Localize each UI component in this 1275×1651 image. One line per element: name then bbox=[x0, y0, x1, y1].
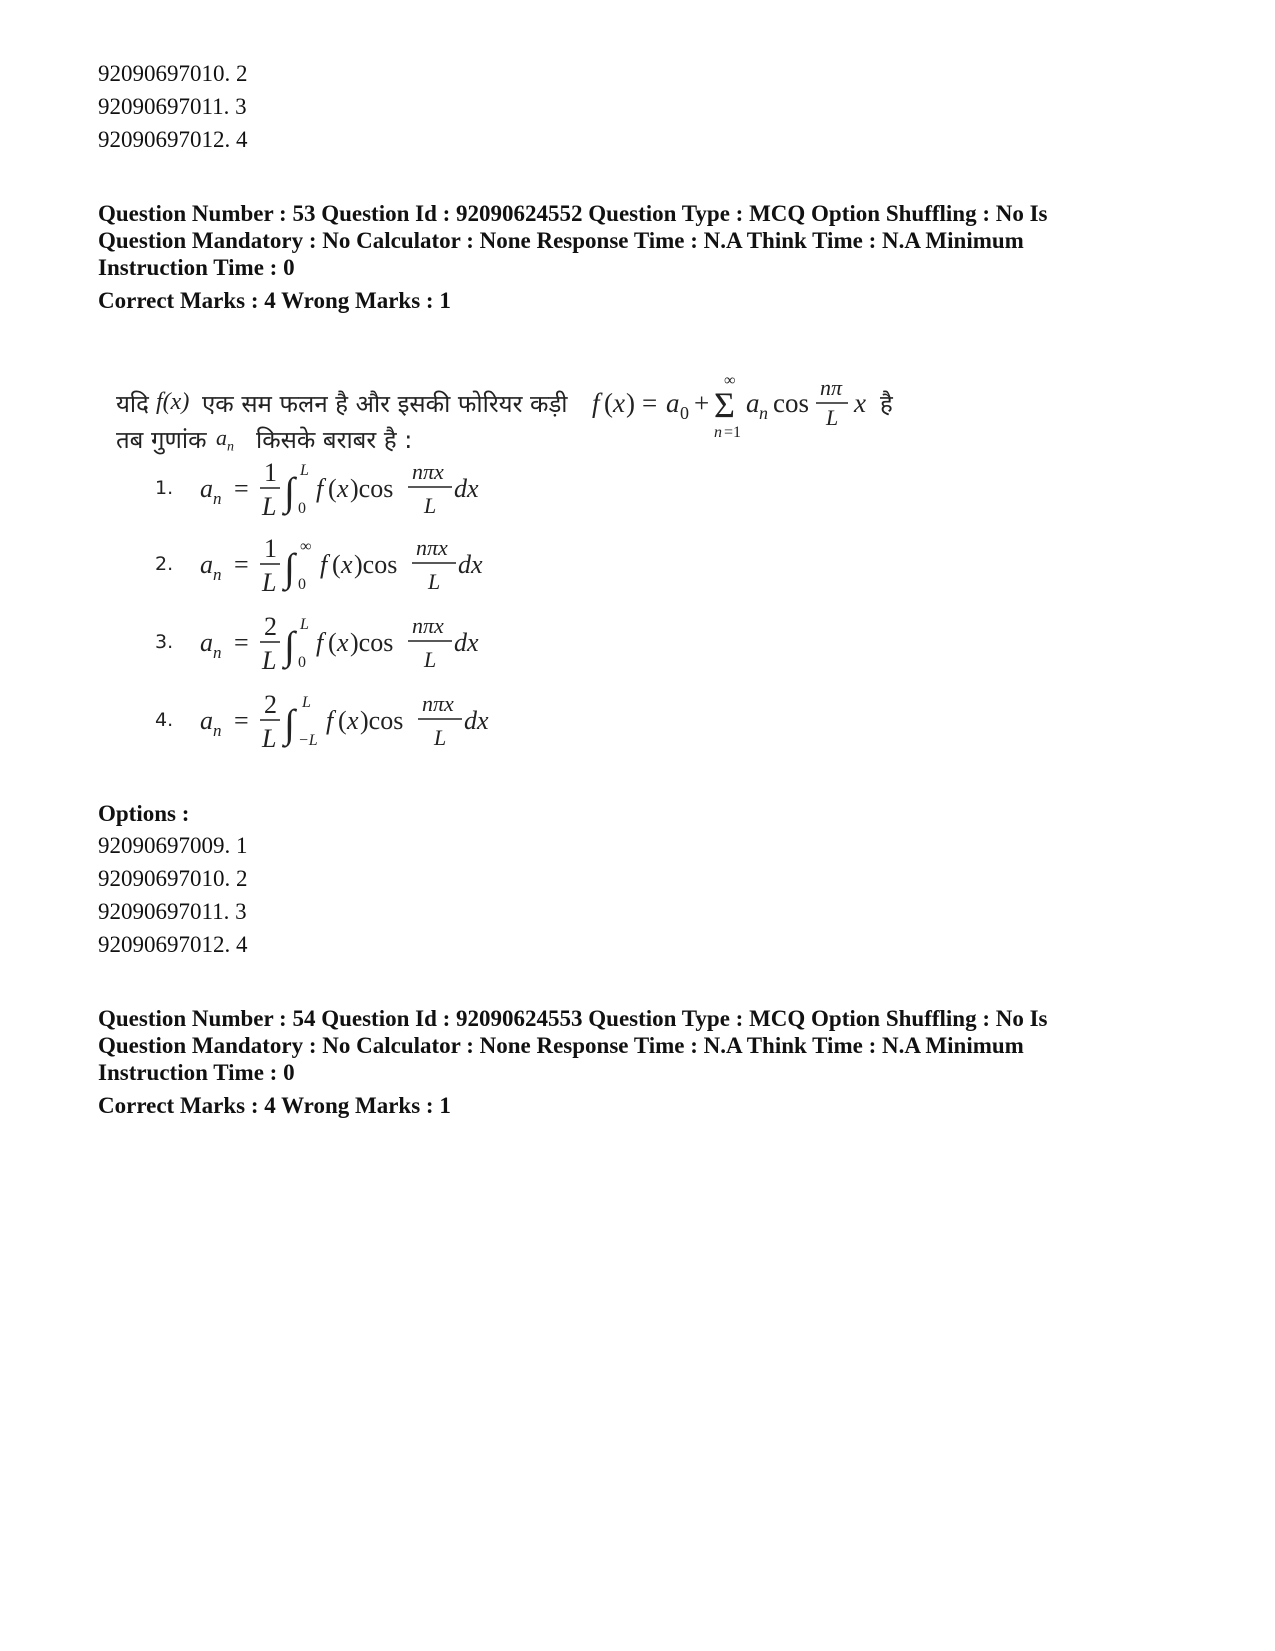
choice-number: 1. bbox=[155, 477, 174, 499]
fourier-series-formula bbox=[590, 367, 910, 447]
svg-text:Σ: Σ bbox=[714, 385, 735, 425]
svg-text:n: n bbox=[213, 565, 222, 584]
svg-text:nπx: nπx bbox=[412, 459, 444, 484]
svg-text:nπ: nπ bbox=[820, 375, 843, 400]
question-text: है bbox=[880, 390, 893, 418]
question-image bbox=[110, 372, 990, 803]
option-line: 92090697010. 2 bbox=[98, 866, 248, 891]
question-meta-line: Question Number : 54 Question Id : 92090624553 Question Type : MCQ Option Shuffling : No Is bbox=[98, 1006, 1048, 1031]
svg-text:L: L bbox=[262, 568, 277, 597]
svg-text:L: L bbox=[424, 493, 437, 518]
svg-text:2: 2 bbox=[264, 690, 277, 719]
question-text: यदि bbox=[116, 390, 149, 418]
choice-row bbox=[155, 687, 655, 757]
svg-text:cos: cos bbox=[773, 388, 809, 418]
svg-text:x: x bbox=[854, 388, 866, 418]
svg-text:0: 0 bbox=[680, 403, 689, 423]
svg-text:=: = bbox=[234, 706, 249, 735]
svg-text:∫: ∫ bbox=[284, 701, 295, 746]
svg-text:n: n bbox=[759, 403, 768, 423]
option-line: 92090697012. 4 bbox=[98, 932, 248, 957]
choice-row bbox=[155, 609, 655, 679]
svg-text:n: n bbox=[714, 424, 722, 441]
svg-text:(: ( bbox=[338, 706, 347, 735]
svg-text:L: L bbox=[302, 694, 311, 711]
svg-text:∫: ∫ bbox=[284, 623, 295, 668]
question-meta-line: Question Mandatory : No Calculator : None Response Time : N.A Think Time : N.A Minimum bbox=[98, 1033, 1024, 1058]
option-line: 92090697011. 3 bbox=[98, 94, 247, 119]
svg-text:a: a bbox=[200, 628, 213, 657]
svg-text:x: x bbox=[613, 388, 625, 418]
svg-text:2: 2 bbox=[264, 612, 277, 641]
svg-text:=: = bbox=[642, 388, 658, 418]
svg-text:f: f bbox=[320, 550, 328, 579]
svg-text:(: ( bbox=[332, 550, 341, 579]
option-line: 92090697010. 2 bbox=[98, 61, 248, 86]
question-text: तब गुणांक bbox=[116, 426, 207, 454]
svg-text:1: 1 bbox=[264, 534, 277, 563]
question-text: एक सम फलन है और इसकी फोरियर कड़ी bbox=[202, 390, 568, 418]
math-an: $a_n$ bbox=[216, 425, 234, 455]
question-meta-line: Instruction Time : 0 bbox=[98, 1060, 295, 1085]
math-fx: f(x) bbox=[156, 389, 190, 415]
choice-formula bbox=[200, 531, 560, 601]
choice-row bbox=[155, 455, 655, 525]
svg-text:L: L bbox=[262, 724, 277, 753]
svg-text:n: n bbox=[213, 721, 222, 740]
svg-text:a: a bbox=[666, 388, 680, 418]
marks-line: Correct Marks : 4 Wrong Marks : 1 bbox=[98, 288, 451, 313]
svg-text:∫: ∫ bbox=[284, 545, 295, 590]
svg-text:(: ( bbox=[328, 628, 337, 657]
svg-text:n: n bbox=[213, 643, 222, 662]
svg-text:)cos: )cos bbox=[350, 628, 394, 657]
svg-text:x: x bbox=[341, 550, 353, 579]
svg-text:=1: =1 bbox=[724, 424, 742, 441]
svg-text:(: ( bbox=[604, 388, 613, 418]
choice-formula bbox=[200, 687, 580, 757]
question-meta-line: Instruction Time : 0 bbox=[98, 255, 295, 280]
option-line: 92090697011. 3 bbox=[98, 899, 247, 924]
svg-text:f: f bbox=[316, 628, 324, 657]
svg-text:)cos: )cos bbox=[360, 706, 404, 735]
svg-text:n: n bbox=[213, 489, 222, 508]
svg-text:L: L bbox=[300, 616, 309, 633]
svg-text:f: f bbox=[592, 388, 600, 418]
svg-text:a: a bbox=[200, 550, 213, 579]
svg-text:L: L bbox=[434, 725, 447, 750]
svg-text:nπx: nπx bbox=[412, 613, 444, 638]
svg-text:)cos: )cos bbox=[354, 550, 398, 579]
svg-text:0: 0 bbox=[298, 654, 306, 671]
svg-text:): ) bbox=[626, 388, 635, 418]
svg-text:dx: dx bbox=[454, 628, 479, 657]
svg-text:−L: −L bbox=[298, 732, 318, 749]
question-text: किसके बराबर है : bbox=[256, 426, 413, 454]
svg-text:=: = bbox=[234, 474, 249, 503]
question-meta-line: Question Number : 53 Question Id : 92090624552 Question Type : MCQ Option Shuffling : No Is bbox=[98, 201, 1048, 226]
svg-text:f: f bbox=[316, 474, 324, 503]
choice-number: 3. bbox=[155, 631, 174, 653]
svg-text:nπx: nπx bbox=[416, 535, 448, 560]
options-heading: Options : bbox=[98, 801, 190, 826]
svg-text:dx: dx bbox=[458, 550, 483, 579]
svg-text:L: L bbox=[428, 569, 441, 594]
choice-row bbox=[155, 531, 655, 601]
svg-text:x: x bbox=[337, 474, 349, 503]
marks-line: Correct Marks : 4 Wrong Marks : 1 bbox=[98, 1093, 451, 1118]
svg-text:L: L bbox=[262, 646, 277, 675]
svg-text:a: a bbox=[746, 388, 760, 418]
option-line: 92090697009. 1 bbox=[98, 833, 248, 858]
svg-text:dx: dx bbox=[454, 474, 479, 503]
svg-text:nπx: nπx bbox=[422, 691, 454, 716]
choice-formula bbox=[200, 609, 560, 679]
question-meta-line: Question Mandatory : No Calculator : None Response Time : N.A Think Time : N.A Minimum bbox=[98, 228, 1024, 253]
svg-text:∞: ∞ bbox=[300, 538, 312, 555]
svg-text:x: x bbox=[337, 628, 349, 657]
option-line: 92090697012. 4 bbox=[98, 127, 248, 152]
svg-text:L: L bbox=[424, 647, 437, 672]
svg-text:L: L bbox=[826, 405, 839, 430]
svg-text:)cos: )cos bbox=[350, 474, 394, 503]
svg-text:∫: ∫ bbox=[284, 469, 295, 514]
svg-text:∞: ∞ bbox=[724, 372, 736, 389]
svg-text:(: ( bbox=[328, 474, 337, 503]
svg-text:L: L bbox=[262, 492, 277, 521]
svg-text:+: + bbox=[694, 388, 710, 418]
svg-text:x: x bbox=[347, 706, 359, 735]
choice-formula bbox=[200, 455, 560, 525]
svg-text:a: a bbox=[200, 706, 213, 735]
svg-text:L: L bbox=[300, 462, 309, 479]
svg-text:0: 0 bbox=[298, 576, 306, 593]
svg-text:dx: dx bbox=[464, 706, 489, 735]
svg-text:=: = bbox=[234, 550, 249, 579]
choice-number: 4. bbox=[155, 709, 174, 731]
choice-number: 2. bbox=[155, 553, 174, 575]
svg-text:f: f bbox=[326, 706, 334, 735]
svg-text:a: a bbox=[200, 474, 213, 503]
svg-text:1: 1 bbox=[264, 458, 277, 487]
svg-text:0: 0 bbox=[298, 500, 306, 517]
svg-text:=: = bbox=[234, 628, 249, 657]
